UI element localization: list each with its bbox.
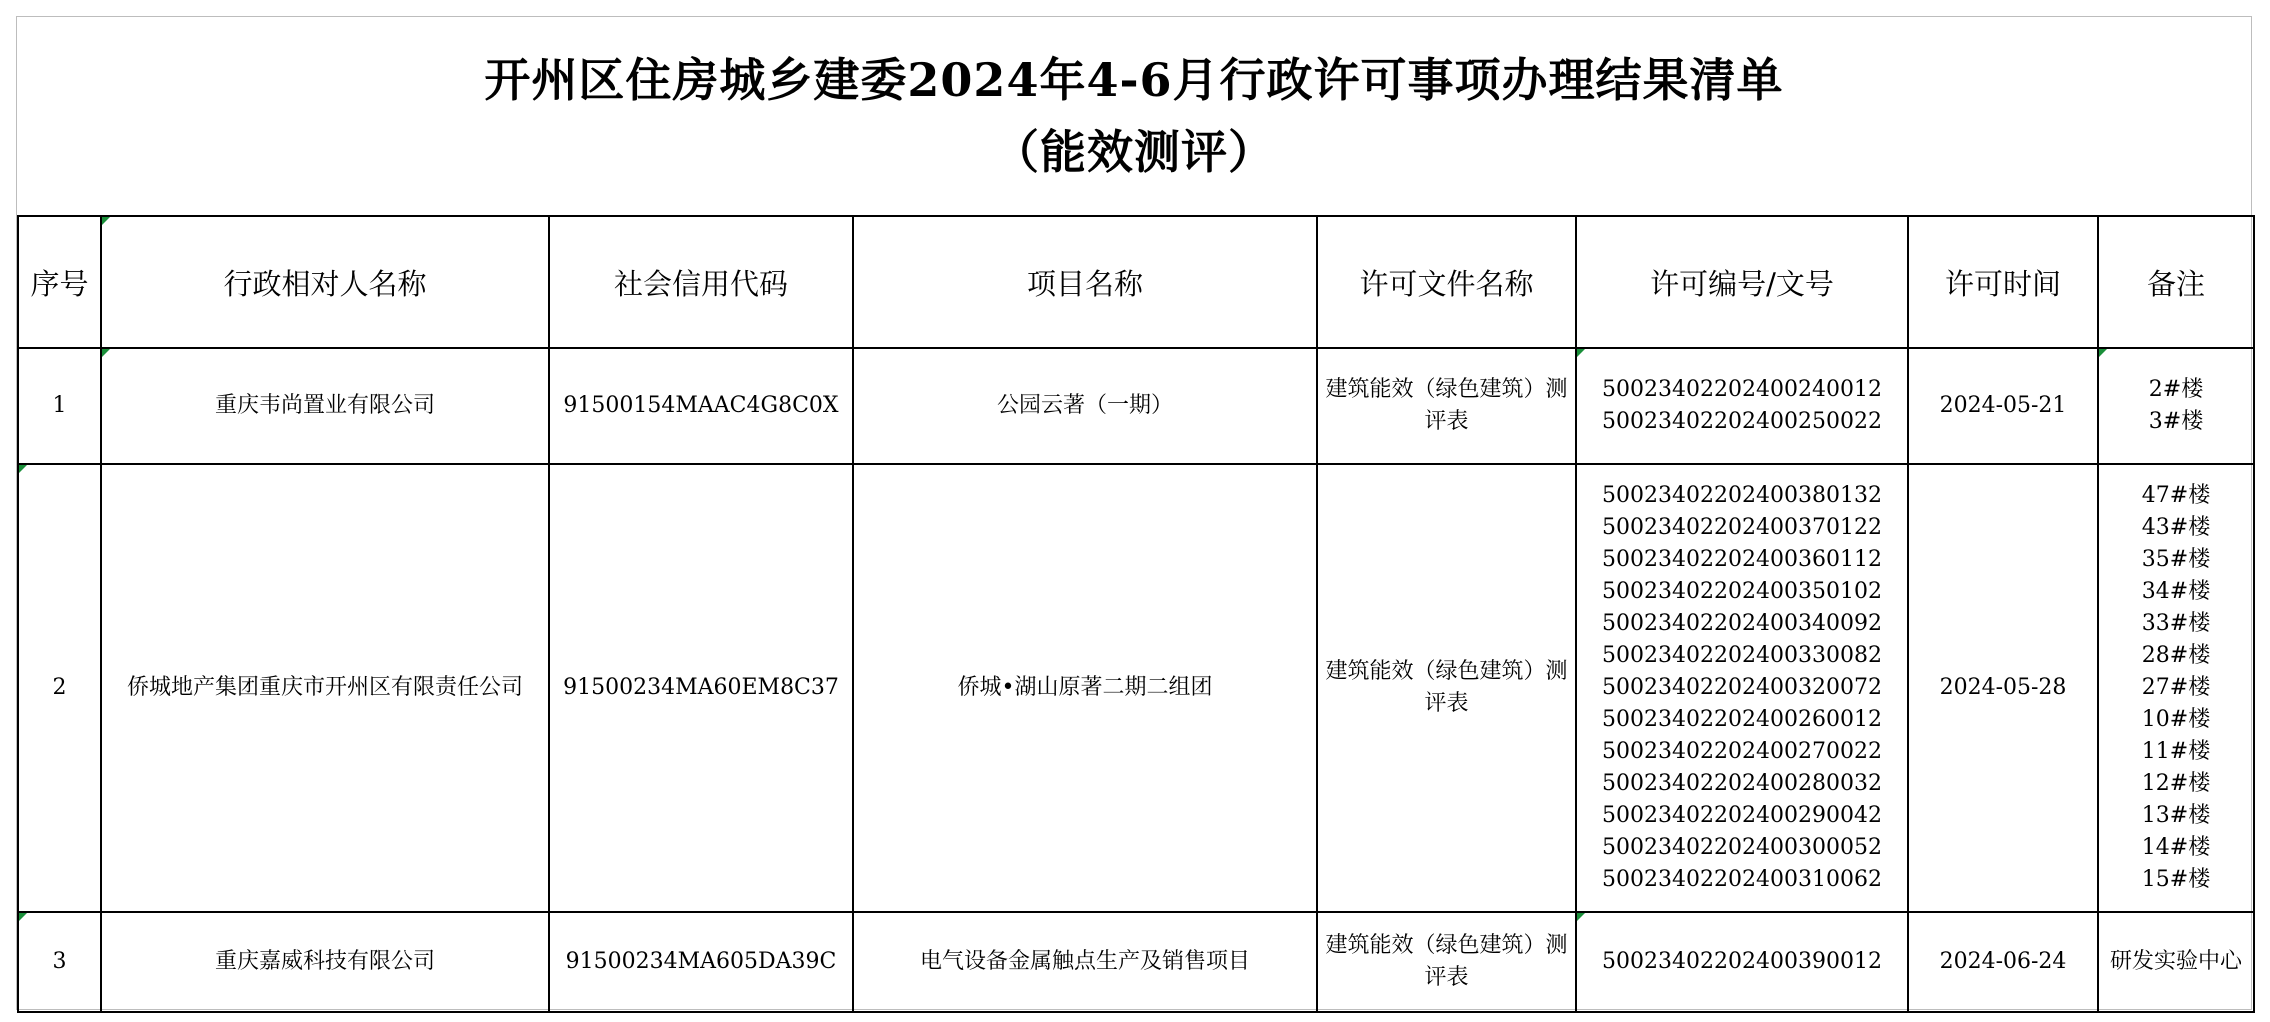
header-project[interactable]: 项目名称: [853, 216, 1317, 348]
spreadsheet-sheet: [16, 16, 2252, 1010]
cell-index[interactable]: 1: [18, 348, 101, 464]
cell-permit-no[interactable]: [1576, 464, 1908, 912]
cell-doc-name[interactable]: 建筑能效（绿色建筑）测评表: [1317, 464, 1576, 912]
permit-results-table: [17, 215, 2255, 1013]
cell-line: 12#楼: [2141, 771, 2211, 796]
cell-project[interactable]: 侨城•湖山原著二期二组团: [853, 464, 1317, 912]
cell-line: 50023402202400290042: [1602, 803, 1882, 828]
cell-doc-name[interactable]: 建筑能效（绿色建筑）测评表: [1317, 348, 1576, 464]
title-block: [17, 17, 2251, 215]
cell-credit-code[interactable]: 91500234MA605DA39C: [549, 912, 853, 1012]
cell-line: 50023402202400240012: [1602, 377, 1882, 402]
cell-line: 研发实验中心: [2109, 949, 2242, 974]
table-row: [18, 348, 2254, 464]
table-row: [18, 464, 2254, 912]
cell-permit-date[interactable]: 2024-06-24: [1908, 912, 2098, 1012]
cell-party[interactable]: 重庆韦尚置业有限公司: [101, 348, 549, 464]
header-remark[interactable]: 备注: [2098, 216, 2254, 348]
cell-line: 35#楼: [2141, 547, 2211, 572]
cell-line: 47#楼: [2141, 483, 2211, 508]
cell-line: 28#楼: [2141, 643, 2211, 668]
cell-line: 34#楼: [2141, 579, 2211, 604]
cell-credit-code[interactable]: 91500234MA60EM8C37: [549, 464, 853, 912]
cell-line: 50023402202400370122: [1602, 515, 1882, 540]
cell-permit-no[interactable]: [1576, 912, 1908, 1012]
cell-line: 50023402202400390012: [1602, 949, 1882, 974]
cell-line: 50023402202400330082: [1602, 643, 1882, 668]
cell-line: 50023402202400320072: [1602, 675, 1882, 700]
page-title: 开州区住房城乡建委2024年4-6月行政许可事项办理结果清单: [484, 53, 1784, 107]
cell-line: 50023402202400270022: [1602, 739, 1882, 764]
cell-party[interactable]: 重庆嘉威科技有限公司: [101, 912, 549, 1012]
cell-line: 50023402202400300052: [1602, 835, 1882, 860]
header-permit-no[interactable]: 许可编号/文号: [1576, 216, 1908, 348]
cell-line: 50023402202400360112: [1602, 547, 1882, 572]
cell-line: 50023402202400340092: [1602, 611, 1882, 636]
cell-permit-no[interactable]: [1576, 348, 1908, 464]
cell-index[interactable]: 3: [18, 912, 101, 1012]
cell-credit-code[interactable]: 91500154MAAC4G8C0X: [549, 348, 853, 464]
cell-party[interactable]: 侨城地产集团重庆市开州区有限责任公司: [101, 464, 549, 912]
cell-index[interactable]: 2: [18, 464, 101, 912]
cell-line: 3#楼: [2148, 409, 2204, 434]
cell-line: 33#楼: [2141, 611, 2211, 636]
table-header-row: [18, 216, 2254, 348]
cell-line: 50023402202400350102: [1602, 579, 1882, 604]
cell-remark[interactable]: [2098, 464, 2254, 912]
page-subtitle: （能效测评）: [993, 125, 1275, 179]
header-permit-date[interactable]: 许可时间: [1908, 216, 2098, 348]
header-index[interactable]: 序号: [18, 216, 101, 348]
cell-line: 13#楼: [2141, 803, 2211, 828]
cell-remark[interactable]: [2098, 348, 2254, 464]
cell-remark[interactable]: [2098, 912, 2254, 1012]
cell-line: 2#楼: [2148, 377, 2204, 402]
cell-permit-date[interactable]: 2024-05-28: [1908, 464, 2098, 912]
cell-permit-date[interactable]: 2024-05-21: [1908, 348, 2098, 464]
cell-doc-name[interactable]: 建筑能效（绿色建筑）测评表: [1317, 912, 1576, 1012]
cell-line: 43#楼: [2141, 515, 2211, 540]
cell-line: 15#楼: [2141, 867, 2211, 892]
cell-line: 50023402202400310062: [1602, 867, 1882, 892]
cell-line: 14#楼: [2141, 835, 2211, 860]
cell-line: 11#楼: [2141, 739, 2211, 764]
header-doc-name[interactable]: 许可文件名称: [1317, 216, 1576, 348]
cell-line: 10#楼: [2141, 707, 2211, 732]
cell-line: 50023402202400280032: [1602, 771, 1882, 796]
cell-project[interactable]: 电气设备金属触点生产及销售项目: [853, 912, 1317, 1012]
header-credit-code[interactable]: 社会信用代码: [549, 216, 853, 348]
cell-line: 50023402202400380132: [1602, 483, 1882, 508]
cell-line: 27#楼: [2141, 675, 2211, 700]
header-party[interactable]: 行政相对人名称: [101, 216, 549, 348]
cell-project[interactable]: 公园云著（一期）: [853, 348, 1317, 464]
cell-line: 50023402202400260012: [1602, 707, 1882, 732]
table-row: [18, 912, 2254, 1012]
cell-line: 50023402202400250022: [1602, 409, 1882, 434]
